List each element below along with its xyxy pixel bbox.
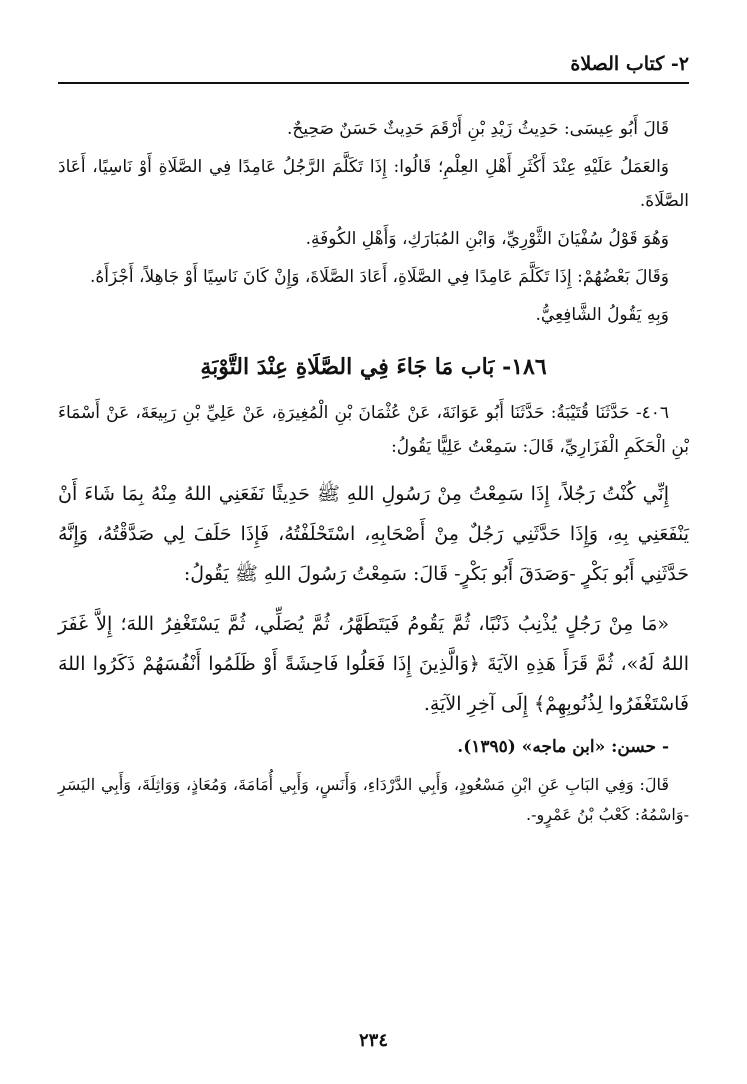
chapter-heading: ١٨٦- بَاب مَا جَاءَ فِي الصَّلَاةِ عِنْدَ التَّوْبَةِ [200,354,547,380]
hadith-isnad: ٤٠٦- حَدَّثَنَا قُتَيْبَةُ: حَدَّثَنَا أَبُو عَوَانَةَ، عَنْ عُثْمَانَ بْنِ الْمُغِيرَةِ، عَنْ عَلِيِّ بْنِ رَبِيعَةَ، عَنْ أَسْمَاءَ بْنِ الْحَكَمِ الْفَزَارِيِّ، قَالَ: سَمِعْتُ عَلِيًّا يَقُولُ: [58,403,689,457]
page-body [58,112,689,834]
paragraph-scholars-practice: وَالعَمَلُ عَلَيْهِ عِنْدَ أَكْثَرِ أَهْلِ العِلْمِ؛ قَالُوا: إِذَا تَكَلَّمَ الرَّجُلُ عَامِدًا فِي الصَّلَاةِ أَوْ نَاسِيًا، أَعَادَ الصَّلَاةَ. [58,157,689,211]
hadith-matn-2: «مَا مِنْ رَجُلٍ يُذْنِبُ ذَنْبًا، ثُمَّ يَقُومُ فَيَتَطَهَّرُ، ثُمَّ يُصَلِّي، ثُمَّ يَسْتَغْفِرُ اللهَ؛ إِلاَّ غَفَرَ اللهُ لَهُ»، ثُمَّ قَرَأَ هَذِهِ الآيَةَ ﴿وَالَّذِينَ إِذَا فَعَلُوا فَاحِشَةً أَوْ ظَلَمُوا أَنْفُسَهُمْ ذَكَرُوا اللهَ فَاسْتَغْفَرُوا لِذُنُوبِهِمْ﴾ إِلَى آخِرِ الآيَةِ. [58,613,689,715]
paragraph-abu-isa: قَالَ أَبُو عِيسَى: حَدِيثُ زَيْدِ بْنِ أَرْقَمَ حَدِيثٌ حَسَنٌ صَحِيحٌ. [286,119,669,139]
running-header: ٢- كتاب الصلاة [570,53,689,75]
paragraph-sufyan: وَهُوَ قَوْلُ سُفْيَانَ الثَّوْرِيِّ، وَابْنِ المُبَارَكِ، وَأَهْلِ الكُوفَةِ. [305,229,669,249]
hadith-grade: - حسن: «ابن ماجه» (١٣٩٥). [457,737,669,757]
header-rule [58,82,689,84]
paragraph-in-chapter: قَالَ: وَفِي البَابِ عَنِ ابْنِ مَسْعُودٍ، وَأَبِي الدَّرْدَاءِ، وَأَنَسٍ، وَأَبِي أُمَامَةَ، وَمُعَاذٍ، وَوَاثِلَةَ، وَأَبِي اليَسَرِ -وَاسْمُهُ: كَعْبُ بْنُ عَمْرٍو-. [58,775,689,824]
paragraph-shafii: وَبِهِ يَقُولُ الشَّافِعِيُّ. [535,305,669,325]
hadith-matn-1: إِنِّي كُنْتُ رَجُلاً، إِذَا سَمِعْتُ مِنْ رَسُولِ اللهِ ﷺ حَدِيثًا نَفَعَنِي اللهُ مِنْهُ بِمَا شَاءَ أَنْ يَنْفَعَنِي بِهِ، وَإِذَا حَدَّثَنِي رَجُلٌ مِنْ أَصْحَابِهِ، اسْتَحْلَفْتُهُ، فَإِذَا حَلَفَ لِي صَدَّقْتُهُ، وَإِنَّهُ حَدَّثَنِي أَبُو بَكْرٍ -وَصَدَقَ أَبُو بَكْرٍ- قَالَ: سَمِعْتُ رَسُولَ اللهِ ﷺ يَقُولُ: [58,483,689,585]
paragraph-some-said: وَقَالَ بَعْضُهُمْ: إِذَا تَكَلَّمَ عَامِدًا فِي الصَّلَاةِ، أَعَادَ الصَّلَاةَ، وَإِنْ كَانَ نَاسِيًا أَوْ جَاهِلاً، أَجْزَأَهُ. [89,267,669,287]
page-number: ٢٣٤ [358,1030,388,1051]
